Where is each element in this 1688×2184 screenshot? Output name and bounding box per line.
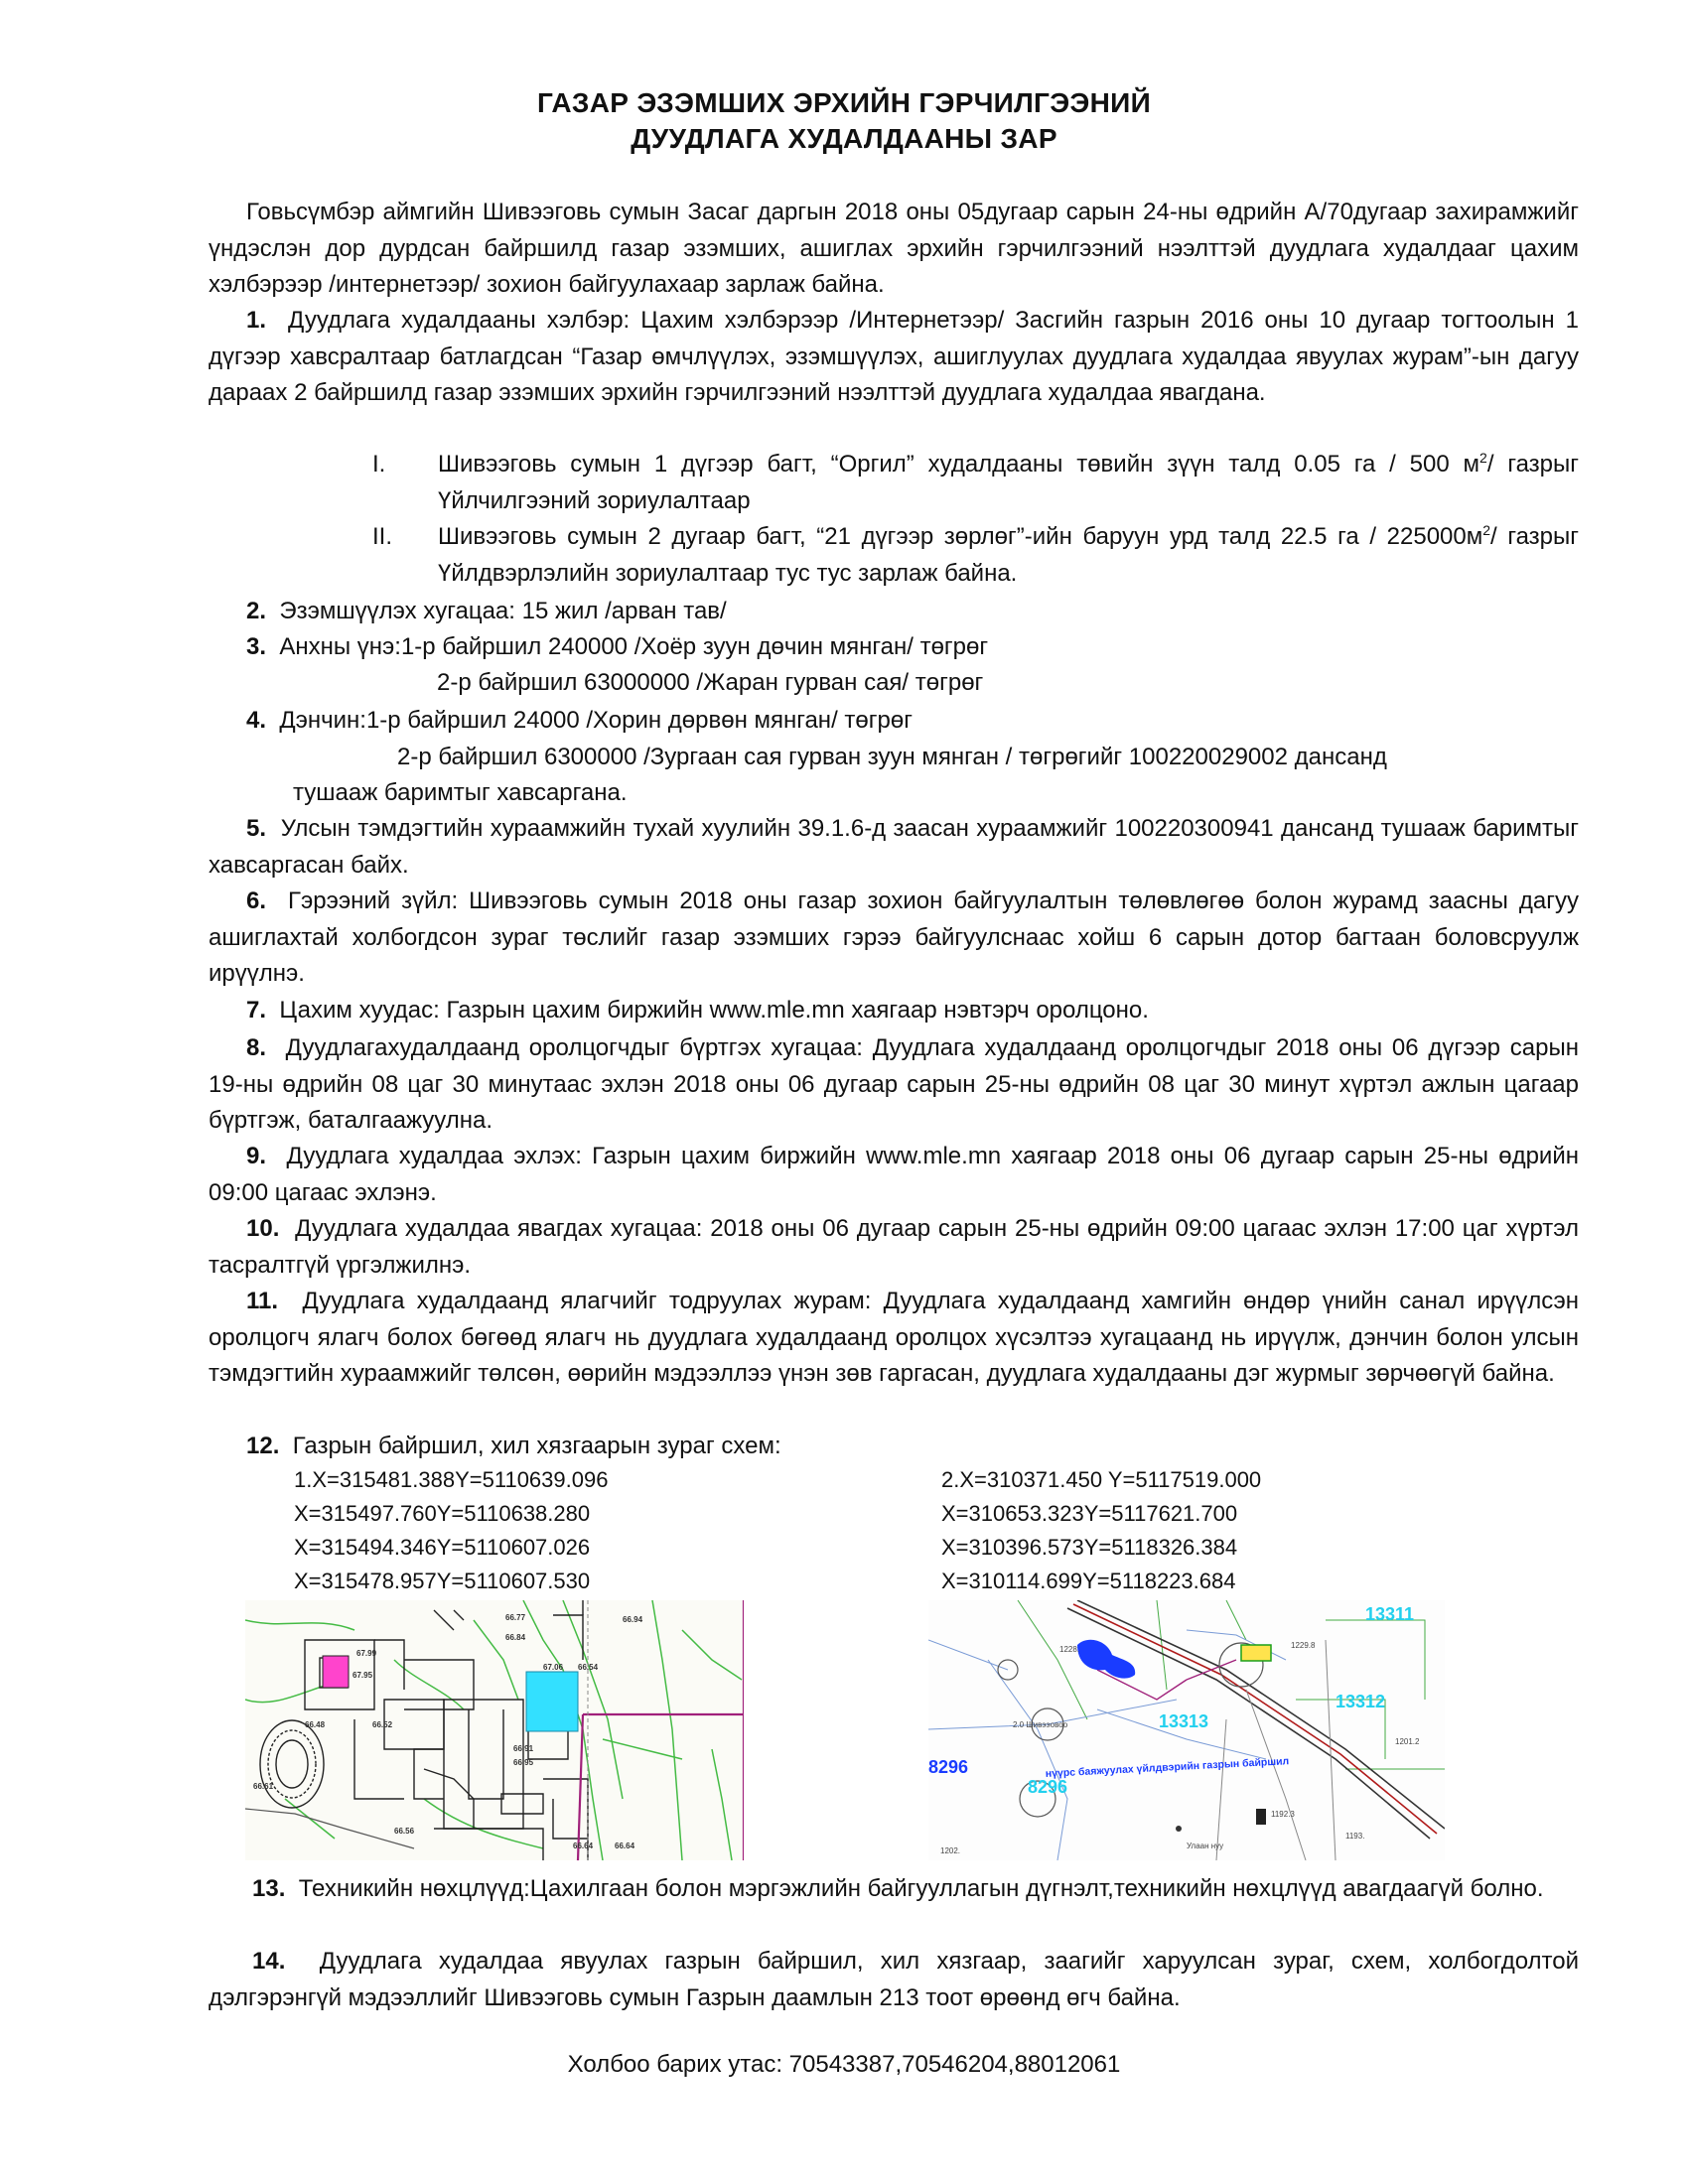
map2-label-7: 2.0 Шивээовоо (1013, 1720, 1068, 1729)
sub-item-2-text-b: / газрыг Үйлдвэрлэлийн зориулалтаар тус тус зарлаж байна. (438, 523, 1580, 587)
map1-label-7: 66.48 (305, 1720, 326, 1729)
item-1 (209, 303, 1579, 412)
item-8-text: Дуудлагахудалдаанд оролцогчдыг бүртгэх хугацаа: Дуудлага худалдаанд оролцогчдыг 2018 оны 06 дүгээр сарын 19-ны өдрийн 08 цаг 30 минутаас эхлэн 2018 оны 06 дугаар сарын 25-ны өдрийн 08 цаг 30 минут хүртэл ажлын цагаар бүртгэж, баталгаажуулна. (209, 1034, 1579, 1134)
sub-item-1-text-a: Шивээговь сумын 1 дүгээр багт, “Оргил” худалдааны төвийн зүүн талд 0.05 га / 500 м (438, 451, 1480, 478)
coord-left-4: X=315478.957Y=5110607.530 (294, 1569, 591, 1593)
item-3 (246, 629, 988, 665)
item-7 (209, 993, 1579, 1029)
item-4-text: Дэнчин:1-р байршил 24000 /Хорин дөрвөн мянган/ төгрөг (279, 707, 913, 734)
item-14-text: Дуудлага худалдаа явуулах газрын байршил, хил хязгаар, заагийг харуулсан зураг, схем, холбогдолтой дэлгэрэнгүй мэдээллийг Шивээговь сумын Газрын даамлын 213 тоот өрөөнд өгч байна. (209, 1948, 1579, 2011)
item-11-number: 11. (246, 1288, 279, 1314)
map2-parcel-8296-a: 8296 (928, 1757, 969, 1777)
coord-left-3: X=315494.346Y=5110607.026 (294, 1535, 591, 1560)
map2-parcel-8296-b: 8296 (1028, 1777, 1068, 1797)
item-1-text: Дуудлага худалдааны хэлбэр: Цахим хэлбэрээр /Интернетээр/ Засгийн газрын 2016 оны 10 дугаар тогтоолын 1 дүгээр хавсралтаар батлагдсан “Газар өмчлүүлэх, эзэмшүүлэх, ашиглуулах дуудлага худалдаа явуулах журам”-ын дагуу дараах 2 байршилд газар эзэмших эрхийн гэрчилгээний нээлттэй дуудлага худалдаа явагдана. (209, 307, 1579, 406)
item-6 (209, 884, 1579, 993)
item-4-line-3: тушааж баримтыг хавсаргана. (293, 779, 628, 806)
map1-label-15: 66.54 (578, 1663, 599, 1672)
item-6-text: Гэрээний зүйл: Шивээговь сумын 2018 оны газар зохион байгуулалтын төлөвлөгөө болон журамд заасны дагуу ашиглахтай холбогдсон зураг төслийг газар эзэмших гэрээ байгуулснаас хойш 6 сарын дотор багтаан боловсруулж ирүүлнэ. (209, 887, 1579, 987)
item-3-line-2: 2-р байршил 63000000 /Жаран гурван сая/ төгрөг (437, 669, 984, 696)
contact-line: Холбоо барих утас: 70543387,70546204,88012061 (567, 2051, 1121, 2078)
map1-label-8: 66.52 (372, 1720, 393, 1729)
item-8 (209, 1030, 1579, 1140)
item-10-text: Дуудлага худалдаа явагдах хугацаа: 2018 оны 06 дугаар сарын 25-ны өдрийн 09:00 цагаас эхлэн 17:00 цаг хүртэл тасралтгүй үргэлжилнэ. (209, 1215, 1579, 1279)
item-4 (246, 703, 913, 739)
map2-label-4: 1192.3 (1271, 1810, 1295, 1819)
item-12-text: Газрын байршил, хил хязгаарын зураг схем: (292, 1433, 781, 1459)
item-12 (246, 1429, 781, 1464)
item-14 (209, 1944, 1579, 2016)
map2-parcel-13311: 13311 (1365, 1604, 1415, 1624)
item-13 (209, 1871, 1579, 1908)
map1-label-4: 66.84 (505, 1633, 526, 1642)
map1-label-14: 66.61 (253, 1782, 274, 1791)
item-7-number: 7. (246, 997, 267, 1024)
item-9 (209, 1139, 1579, 1211)
item-2-number: 2. (246, 598, 267, 624)
item-10 (209, 1211, 1579, 1284)
site-map-1 (245, 1600, 744, 1860)
item-13-number: 13. (252, 1875, 286, 1902)
item-14-number: 14. (252, 1948, 286, 1975)
coord-left-2: X=315497.760Y=5110638.280 (294, 1501, 591, 1526)
sub-item-2-roman: II. (372, 523, 393, 550)
item-3-number: 3. (246, 633, 267, 660)
map2-label-5: 1193. (1345, 1832, 1365, 1841)
sub-item-2-text-a: Шивээговь сумын 2 дугаар багт, “21 дүгээр зөрлөг”-ийн баруун урд талд 22.5 га / 225000м (438, 523, 1483, 550)
item-6-number: 6. (246, 887, 267, 914)
item-9-text: Дуудлага худалдаа эхлэх: Газрын цахим биржийн www.mle.mn хаягаар 2018 оны 06 дугаар сарын 25-ны өдрийн 09:00 цагаас эхлэнэ. (209, 1143, 1579, 1206)
site-map-2 (928, 1600, 1445, 1860)
map1-label-5: 66.94 (623, 1615, 643, 1624)
coord-right-1: 2.X=310371.450 Y=5117519.000 (941, 1467, 1262, 1492)
coord-right-3: X=310396.573Y=5118326.384 (941, 1535, 1238, 1560)
map2-label-2: 1228. (1059, 1645, 1080, 1654)
map2-label-6: 1202. (940, 1846, 961, 1855)
map1-label-9: 66.91 (513, 1744, 534, 1753)
sub-item-1-roman: I. (372, 451, 386, 478)
item-4-line-2: 2-р байршил 6300000 /Зургаан сая гурван зуун мянган / төгрөгийг 100220029002 дансанд (397, 744, 1387, 770)
item-5-text: Улсын тэмдэгтийн хураамжийн тухай хуулийн 39.1.6-д заасан хураамжийг 100220300941 дансанд тушааж баримтыг хавсаргасан байх. (209, 815, 1580, 879)
map1-label-2: 67.95 (352, 1671, 373, 1680)
map2-label-8: Улаан нуу (1187, 1842, 1224, 1850)
title-line-2: ДУУДЛАГА ХУДАЛДААНЫ ЗАР (631, 123, 1057, 154)
title-line-1: ГАЗАР ЭЗЭМШИХ ЭРХИЙН ГЭРЧИЛГЭЭНИЙ (536, 87, 1152, 118)
map2-parcel-13312: 13312 (1336, 1692, 1386, 1711)
item-2-text: Эзэмшүүлэх хугацаа: 15 жил /арван тав/ (279, 598, 727, 624)
item-11-text: Дуудлага худалдаанд ялагчийг тодруулах журам: Дуудлага худалдаанд хамгийн өндөр үнийн санал ирүүлсэн оролцогч ялагч болох бөгөөд ялагч нь дуудлага худалдаанд оролцох хүсэлтээ хугацаанд нь ирүүлж, дэнчин болон улсын тэмдэгтийн хураамжийг төлсөн, өөрийн мэдээллээ үнэн зөв гаргасан, дуудлага худалдааны дэг журмыг зөрчөөгүй байна. (209, 1288, 1579, 1387)
map1-label-12: 66.56 (394, 1827, 415, 1836)
item-5 (209, 811, 1579, 884)
map1-label-10: 66.95 (513, 1758, 534, 1767)
item-11 (209, 1284, 1579, 1393)
item-10-number: 10. (246, 1215, 280, 1242)
map2-parcel-13313: 13313 (1159, 1711, 1209, 1731)
sub-item-2-sup: 2 (1482, 522, 1491, 538)
coord-right-4: X=310114.699Y=5118223.684 (941, 1569, 1236, 1593)
map2-label-1: 1229.8 (1291, 1641, 1316, 1650)
map1-label-1: 67.99 (356, 1649, 377, 1658)
map1-label-11: 67.06 (543, 1663, 564, 1672)
map1-label-3: 66.77 (505, 1613, 526, 1622)
item-13-text: Техникийн нөхцлүүд:Цахилгаан болон мэргэжлийн байгууллагын дүгнэлт,техникийн нөхцлүүд авагдаагүй болно. (298, 1875, 1544, 1902)
sub-item-1-sup: 2 (1479, 450, 1487, 466)
item-9-number: 9. (246, 1143, 267, 1169)
intro-paragraph: Говьсүмбэр аймгийн Шивээговь сумын Засаг даргын 2018 оны 05дугаар сарын 24-ны өдрийн А/70дугаар захирамжийг үндэслэн дор дурдсан байршилд газар эзэмших, ашиглах эрхийн гэрчилгээний нээлттэй дуудлага худалдааг цахим хэлбэрээр /интернетээр/ зохион байгуулахаар зарлаж байна. (209, 199, 1579, 298)
map1-label-13: 66.64 (573, 1842, 594, 1850)
sub-item-1-text-b: / газрыг Үйлчилгээний зориулалтаар (438, 451, 1580, 514)
map1-label-6: 66.64 (615, 1842, 635, 1850)
item-2 (246, 594, 727, 629)
item-1-number: 1. (246, 307, 267, 334)
item-5-number: 5. (246, 815, 267, 842)
item-3-text: Анхны үнэ:1-р байршил 240000 /Хоёр зуун дөчин мянган/ төгрөг (279, 633, 989, 660)
item-8-number: 8. (246, 1034, 267, 1061)
coord-right-2: X=310653.323Y=5117621.700 (941, 1501, 1238, 1526)
map2-label-3: 1201.2 (1395, 1737, 1420, 1746)
coord-left-1: 1.X=315481.388Y=5110639.096 (294, 1467, 609, 1492)
item-7-text: Цахим хуудас: Газрын цахим биржийн www.mle.mn хаягаар нэвтэрч оролцоно. (279, 997, 1149, 1024)
map2-caption: нүүрс баяжуулах үйлдвэрийн газрын байршил (1045, 1755, 1290, 1780)
item-4-number: 4. (246, 707, 267, 734)
item-12-number: 12. (246, 1433, 280, 1459)
